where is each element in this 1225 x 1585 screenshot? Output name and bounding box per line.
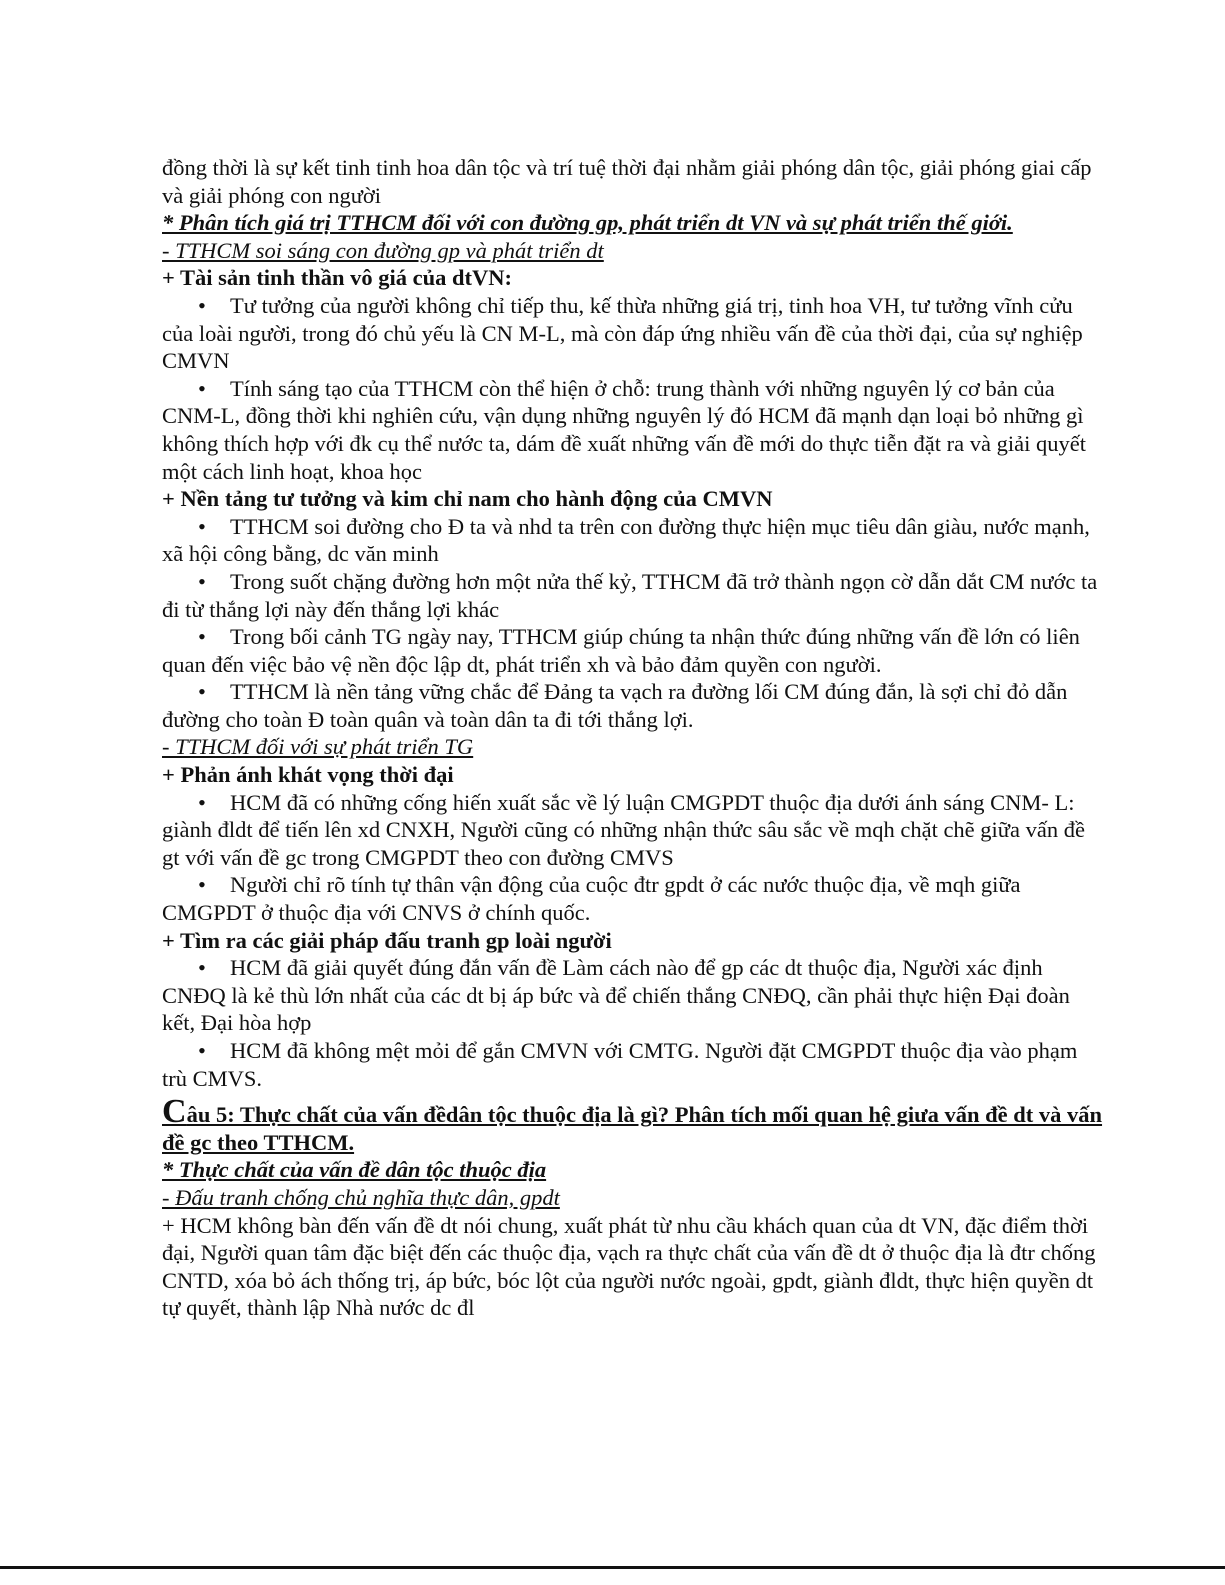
bullet-item xyxy=(162,789,1107,872)
bullet-item xyxy=(162,1037,1107,1092)
bullet-item xyxy=(162,568,1107,623)
point-heading-spiritual-asset: + Tài sản tinh thần vô giá của dtVN: xyxy=(162,265,512,291)
bullet-item xyxy=(162,623,1107,678)
bullet-text: Tư tưởng của người không chỉ tiếp thu, kế thừa những giá trị, tinh hoa VH, tư tưởng vĩnh cửu của loài người, trong đó chủ yếu là CN M-L, mà còn đáp ứng nhiều vấn đề của thời đại, của sự nghiệp CMVN xyxy=(162,292,1083,374)
bullet-text: HCM đã giải quyết đúng đắn vấn đề Làm cách nào để gp các dt thuộc địa, Người xác định CNĐQ là kẻ thù lớn nhất của các dt bị áp bức và để chiến thắng CNĐQ, cần phải thực hiện Đại đoàn kết, Đại hòa hợp xyxy=(162,955,1070,1036)
question-5-initial: C xyxy=(162,1093,187,1131)
bullet-item xyxy=(162,513,1107,568)
bullet-icon: • xyxy=(198,292,206,318)
point-heading-solutions: + Tìm ra các giải pháp đấu tranh gp loài người xyxy=(162,927,612,953)
bullet-text: Trong suốt chặng đường hơn một nửa thế kỷ, TTHCM đã trở thành ngọn cờ dẫn dắt CM nước ta đi từ thắng lợi này đến thắng lợi khác xyxy=(162,568,1098,622)
subheading-world: - TTHCM đối với sự phát triển TG xyxy=(162,734,474,760)
final-paragraph: + HCM không bàn đến vấn đề dt nói chung, xuất phát từ nhu cầu khách quan của dt VN, đặc điểm thời đại, Người quan tâm đặc biệt đến các thuộc địa, vạch ra thực chất của vấn đề dt ở thuộc địa là đtr chống CNTD, xóa bỏ ách thống trị, áp bức, bóc lột của người nước ngoài, gpdt, giành đldt, thực hiện quyền dt tự quyết, thành lập Nhà nước dc đl xyxy=(162,1212,1096,1321)
bullet-icon: • xyxy=(198,513,206,539)
bullet-icon: • xyxy=(198,679,206,705)
point-heading-aspiration: + Phản ánh khát vọng thời đại xyxy=(162,762,454,788)
bullet-text: HCM đã có những cống hiến xuất sắc về lý luận CMGPDT thuộc địa dưới ánh sáng CNM- L: giành đldt để tiến lên xd CNXH, Người cũng có những nhận thức sâu sắc về mqh chặt chẽ giữa vấn đề gt với vấn đề gc trong CMGPDT theo con đường CMVS xyxy=(162,789,1085,870)
section-heading-value: * Phân tích giá trị TTHCM đối với con đường gp, phát triển dt VN và sự phát triển thế giới. xyxy=(162,210,1013,236)
section-heading-essence: * Thực chất của vấn đề dân tộc thuộc địa xyxy=(162,1157,547,1183)
bullet-item xyxy=(162,678,1107,733)
bullet-icon: • xyxy=(198,955,206,981)
point-heading-foundation: + Nền tảng tư tưởng và kim chỉ nam cho hành động của CMVN xyxy=(162,486,773,512)
bullet-icon: • xyxy=(198,1038,206,1063)
bullet-icon: • xyxy=(198,568,206,594)
bullet-item xyxy=(162,375,1107,485)
bullet-icon: • xyxy=(198,375,206,401)
intro-paragraph: đồng thời là sự kết tinh tinh hoa dân tộc và trí tuệ thời đại nhằm giải phóng dân tộc, giải phóng giai cấp và giải phóng con người xyxy=(162,155,1092,208)
page-bottom-rule xyxy=(0,1566,1225,1569)
bullet-text: Tính sáng tạo của TTHCM còn thể hiện ở chỗ: trung thành với những nguyên lý cơ bản của CNM-L, đồng thời khi nghiên cứu, vận dụng những nguyên lý đó HCM đã mạnh dạn loại bỏ những gì không thích hợp với đk cụ thể nước ta, dám đề xuất những vấn đề mới do thực tiễn đặt ra và giải quyết một cách linh hoạt, khoa học xyxy=(162,375,1086,484)
bullet-icon: • xyxy=(198,872,206,898)
document-page xyxy=(162,154,1107,1322)
bullet-item xyxy=(162,954,1107,1037)
bullet-text: Người chỉ rõ tính tự thân vận động của cuộc đtr gpdt ở các nước thuộc địa, về mqh giữa CMGPDT ở thuộc địa với CNVS ở chính quốc. xyxy=(162,872,1021,926)
bullet-text: Trong bối cảnh TG ngày nay, TTHCM giúp chúng ta nhận thức đúng những vấn đề lớn có liên quan đến việc bảo vệ nền độc lập dt, phát triển xh và bảo đảm quyền con người. xyxy=(162,624,1080,677)
bullet-text: TTHCM là nền tảng vững chắc để Đảng ta vạch ra đường lối CM đúng đắn, là sợi chỉ đỏ dẫn đường cho toàn Đ toàn quân và toàn dân ta đi tới thắng lợi. xyxy=(162,679,1068,732)
question-5-heading xyxy=(162,1093,1107,1156)
bullet-item xyxy=(162,292,1107,375)
bullet-text: HCM đã không mệt mỏi để gắn CMVN với CMTG. Người đặt CMGPDT thuộc địa vào phạm trù CMVS. xyxy=(162,1038,1078,1091)
subheading-anticolonial: - Đấu tranh chống chủ nghĩa thực dân, gpdt xyxy=(162,1184,560,1210)
bullet-text: TTHCM soi đường cho Đ ta và nhd ta trên con đường thực hiện mục tiêu dân giàu, nước mạnh, xã hội công bằng, dc văn minh xyxy=(162,513,1090,567)
question-5-text: âu 5: Thực chất của vấn đềdân tộc thuộc địa là gì? Phân tích mối quan hệ giưa vấn đề dt và vấn đề gc theo TTHCM. xyxy=(162,1102,1103,1155)
bullet-icon: • xyxy=(198,624,206,650)
bullet-item xyxy=(162,871,1107,926)
subheading-national: - TTHCM soi sáng con đường gp và phát triển dt xyxy=(162,237,604,263)
bullet-icon: • xyxy=(198,789,206,815)
